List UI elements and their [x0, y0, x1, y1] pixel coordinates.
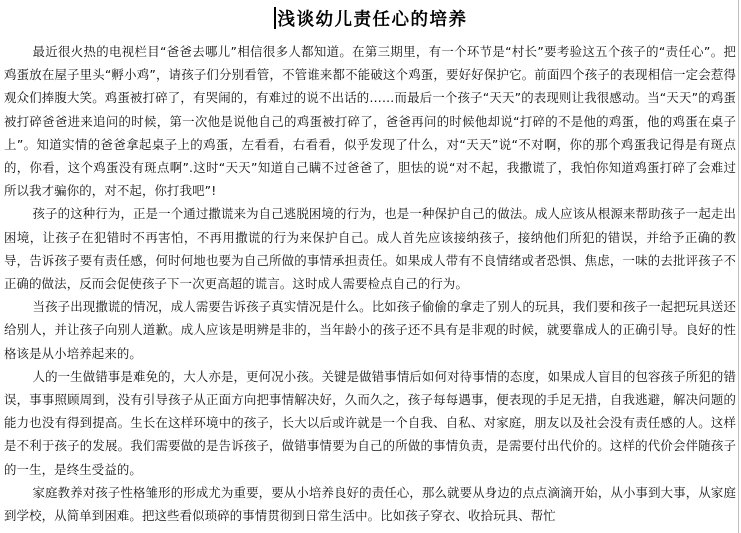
title-row — [0, 7, 741, 33]
paragraph-5[interactable]: 家庭教养对孩子性格雏形的形成尤为重要，要从小培养良好的责任心，那么就要从身边的点点滴滴开始，从小事到大事，从家庭到学校，从简单到困难。把这些看似琐碎的事情贯彻到日常生活中。比如孩子穿衣、收拾玩具、帮忙 — [4, 484, 736, 524]
text-cursor — [274, 7, 276, 29]
document-body[interactable] — [4, 40, 736, 527]
paragraph-1[interactable]: 最近很火热的电视栏目“爸爸去哪儿”相信很多人都知道。在第三期里，有一个环节是“村长”要考验这五个孩子的“责任心”。把鸡蛋放在屋子里头“孵小鸡”，请孩子们分别看管，不管谁来都不能破这个鸡蛋，要好好保护它。前面四个孩子的表现相信一定会惹得观众们捧腹大笑。鸡蛋被打碎了，有哭闹的，有难过的说不出话的……而最后一个孩子“天天”的表现则让我很感动。当“天天”的鸡蛋被打碎爸爸进来追问的时候，第一次他是说他自己的鸡蛋被打碎了，爸爸再问的时候他却说“打碎的不是他的鸡蛋，他的鸡蛋在桌子上”。知道实情的爸爸拿起桌子上的鸡蛋，左看看，右看看，似乎发现了什么，对“天天”说“不对啊，你的那个鸡蛋我记得是有斑点的，你看，这个鸡蛋没有斑点啊”.这时“天天”知道自己瞒不过爸爸了，胆怯的说“对不起，我撒谎了，我怕你知道鸡蛋打碎了会难过所以我才骗你的，对不起，你打我吧”! — [4, 44, 736, 199]
paragraph-2[interactable]: 孩子的这种行为，正是一个通过撒谎来为自己逃脱困境的行为，也是一种保护自己的做法。成人应该从根源来帮助孩子一起走出困境，让孩子在犯错时不再害怕，不再用撒谎的行为来保护自己。成人首先应该接纳孩子，接纳他们所犯的错误，并给予正确的教导，告诉孩子要有责任感，何时何地也要为自己所做的事情承担责任。如果成人带有不良情绪或者恐惧、焦虑，一味的去批评孩子不正确的做法，反而会促使孩子下一次更高超的谎言。这时成人需要检点自己的行为。 — [4, 206, 736, 292]
paragraph-4[interactable]: 人的一生做错事是难免的，大人亦是，更何况小孩。关键是做错事情后如何对待事情的态度，如果成人盲目的包容孩子所犯的错误，事事照顾周到，没有引导孩子从正面方向把事情解决好，久而久之，孩子每每遇事，便表现的手足无措，自我逃避，解决问题的能力也没有得到提高。生长在这样环境中的孩子，长大以后或许就是一个自我、自私、对家庭，朋友以及社会没有责任感的人。这样是不利于孩子的发展。我们需要做的是告诉孩子，做错事情要为自己的所做的事情负责，是需要付出代价的。这样的代价会伴随孩子的一生，是终生受益的。 — [4, 368, 736, 477]
paragraph-3[interactable]: 当孩子出现撒谎的情况，成人需要告诉孩子真实情况是什么。比如孩子偷偷的拿走了别人的玩具，我们要和孩子一起把玩具送还给别人，并让孩子向别人道歉。成人应该是明辨是非的，当年龄小的孩子还不具有是非观的时候，就要靠成人的正确引导。良好的性格该是从小培养起来的。 — [4, 299, 736, 361]
page-margin-line — [738, 0, 739, 533]
document-title[interactable]: 浅谈幼儿责任心的培养 — [277, 10, 468, 30]
